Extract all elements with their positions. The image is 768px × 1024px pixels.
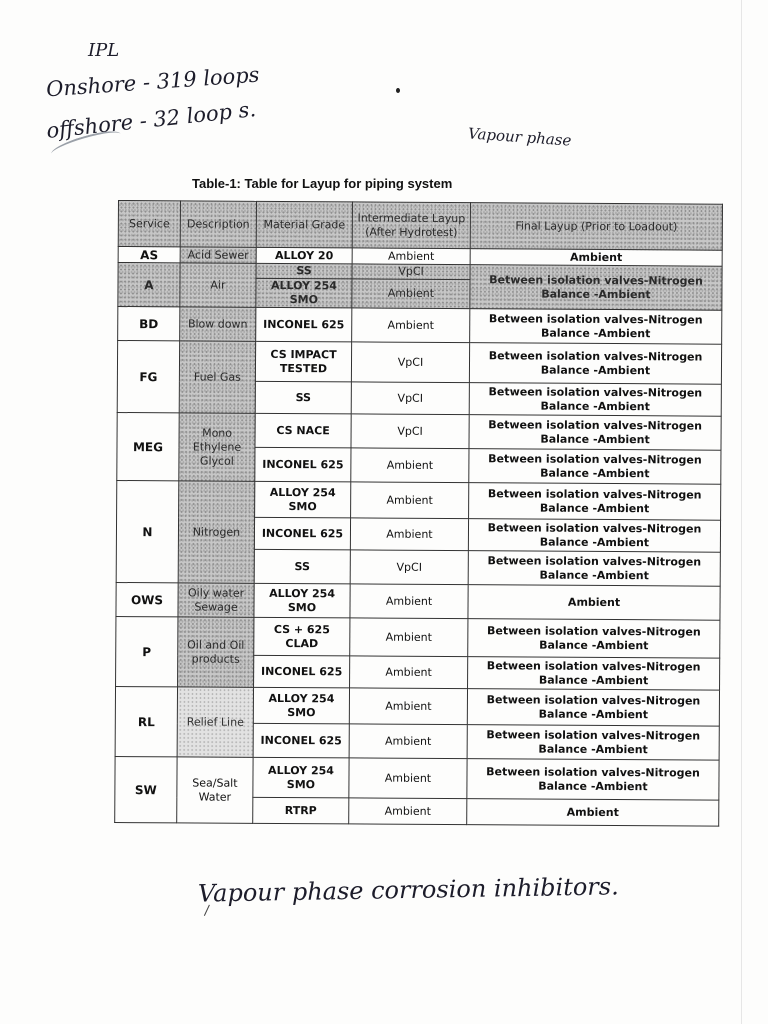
- table-row: [117, 341, 721, 385]
- cell-description: Fuel Gas: [179, 341, 255, 413]
- cell-final-layup: Between isolation valves-Nitrogen Balance -Ambient: [469, 383, 721, 417]
- table-body: [115, 247, 723, 827]
- cell-final-layup: Ambient: [468, 585, 720, 621]
- cell-intermediate-layup: VpCI: [350, 550, 468, 585]
- cell-intermediate-layup: VpCI: [351, 342, 469, 383]
- cell-service: AS: [118, 247, 180, 263]
- table-row: [118, 307, 722, 345]
- cell-material-grade: INCONEL 625: [256, 307, 352, 342]
- header-service: Service: [118, 201, 180, 247]
- cell-final-layup: Between isolation valves-Nitrogen Balance -Ambient: [468, 551, 720, 587]
- table-row: [115, 686, 719, 726]
- table-caption: Table-1: Table for Layup for piping system: [192, 176, 453, 191]
- header-final-layup: Final Layup (Prior to Loadout): [470, 203, 722, 251]
- cell-description: Air: [180, 263, 256, 307]
- cell-final-layup: Between isolation valves-Nitrogen Balance -Ambient: [467, 759, 719, 801]
- cell-service: RL: [115, 686, 177, 756]
- cell-intermediate-layup: Ambient: [350, 618, 468, 657]
- cell-material-grade: INCONEL 625: [254, 655, 350, 688]
- cell-final-layup: Between isolation valves-Nitrogen Balance -Ambient: [469, 343, 721, 385]
- cell-description: Acid Sewer: [180, 247, 256, 263]
- header-intermediate-layup: Intermediate Layup (After Hydrotest): [352, 202, 470, 249]
- cell-intermediate-layup: VpCI: [351, 414, 469, 449]
- cell-description: Oily water Sewage: [178, 583, 254, 617]
- cell-material-grade: CS NACE: [255, 413, 351, 448]
- cell-material-grade: ALLOY 254 SMO: [254, 583, 350, 618]
- cell-final-layup: Between isolation valves-Nitrogen Balance -Ambient: [469, 449, 721, 485]
- table-row: [116, 582, 720, 620]
- scan-edge-line: [741, 0, 742, 1024]
- cell-description: Nitrogen: [178, 481, 255, 583]
- cell-description: Sea/Salt Water: [177, 757, 253, 823]
- cell-intermediate-layup: Ambient: [352, 279, 470, 309]
- cell-intermediate-layup: Ambient: [349, 758, 467, 799]
- ink-dot: [396, 88, 400, 93]
- handwritten-bottom-note: Vapour phase corrosion inhibitors.: [197, 872, 619, 908]
- cell-material-grade: CS IMPACT TESTED: [255, 341, 351, 382]
- cell-intermediate-layup: Ambient: [349, 688, 467, 725]
- table-header-row: [118, 201, 722, 251]
- cell-service: P: [116, 616, 178, 686]
- layup-table: [114, 200, 723, 827]
- cell-service: MEG: [117, 412, 179, 480]
- cell-material-grade: INCONEL 625: [255, 447, 351, 482]
- cell-final-layup: Between isolation valves-Nitrogen Balance -Ambient: [468, 657, 720, 691]
- cell-final-layup: Between isolation valves-Nitrogen Balance -Ambient: [470, 265, 722, 311]
- cell-final-layup: Ambient: [467, 799, 719, 827]
- table-row: [116, 616, 720, 658]
- cell-final-layup: Between isolation valves-Nitrogen Balance -Ambient: [469, 415, 721, 451]
- header-material-grade: Material Grade: [256, 201, 352, 248]
- cell-intermediate-layup: VpCI: [351, 382, 469, 415]
- cell-final-layup: Between isolation valves-Nitrogen Balance -Ambient: [468, 519, 720, 553]
- cell-material-grade: ALLOY 20: [256, 247, 352, 264]
- handwritten-onshore-note: Onshore - 319 loops: [45, 62, 261, 102]
- header-description: Description: [180, 201, 256, 247]
- cell-description: Mono Ethylene Glycol: [179, 413, 255, 481]
- cell-service: BD: [118, 307, 180, 341]
- cell-service: OWS: [116, 582, 178, 616]
- table-row: [117, 412, 721, 450]
- cell-final-layup: Ambient: [470, 249, 722, 267]
- cell-intermediate-layup: Ambient: [350, 584, 468, 619]
- cell-description: Relief Line: [177, 687, 253, 757]
- handwritten-vapour-phase-note: Vapour phase: [467, 124, 572, 150]
- cell-material-grade: ALLOY 254 SMO: [253, 687, 349, 724]
- cell-material-grade: INCONEL 625: [254, 517, 350, 550]
- cell-final-layup: Between isolation valves-Nitrogen Balance -Ambient: [469, 483, 721, 521]
- cell-material-grade: ALLOY 254 SMO: [255, 481, 351, 518]
- cell-description: Oil and Oil products: [178, 617, 254, 687]
- cell-final-layup: Between isolation valves-Nitrogen Balance -Ambient: [467, 725, 719, 761]
- cell-material-grade: ALLOY 254 SMO: [256, 278, 352, 308]
- cell-material-grade: INCONEL 625: [253, 723, 349, 758]
- cell-intermediate-layup: Ambient: [350, 656, 468, 689]
- cell-material-grade: RTRP: [253, 797, 349, 824]
- cell-intermediate-layup: Ambient: [351, 448, 469, 483]
- cell-final-layup: Between isolation valves-Nitrogen Balance -Ambient: [470, 309, 722, 345]
- cell-intermediate-layup: Ambient: [350, 518, 468, 551]
- cell-final-layup: Between isolation valves-Nitrogen Balance -Ambient: [467, 689, 719, 727]
- cell-service: FG: [117, 341, 179, 413]
- cell-material-grade: SS: [255, 381, 351, 414]
- cell-intermediate-layup: VpCI: [352, 264, 470, 280]
- cell-material-grade: SS: [254, 549, 350, 584]
- cell-intermediate-layup: Ambient: [349, 798, 467, 825]
- cell-material-grade: CS + 625 CLAD: [254, 617, 350, 656]
- cell-service: A: [118, 263, 180, 307]
- cell-description: Blow down: [180, 307, 256, 341]
- table-row: [115, 756, 719, 800]
- cell-material-grade: ALLOY 254 SMO: [253, 757, 349, 798]
- cell-service: N: [116, 480, 179, 582]
- cell-service: SW: [115, 756, 177, 822]
- cell-intermediate-layup: Ambient: [352, 248, 470, 265]
- table-row: [118, 263, 722, 282]
- cell-intermediate-layup: Ambient: [352, 308, 470, 343]
- cell-intermediate-layup: Ambient: [349, 724, 467, 759]
- cell-material-grade: SS: [256, 263, 352, 279]
- cell-final-layup: Between isolation valves-Nitrogen Balance -Ambient: [468, 619, 720, 659]
- handwritten-top-note: IPL: [88, 40, 120, 61]
- table-row: [117, 480, 721, 520]
- cell-intermediate-layup: Ambient: [351, 482, 469, 519]
- handwritten-offshore-note: offshore - 32 loop s.: [45, 97, 258, 143]
